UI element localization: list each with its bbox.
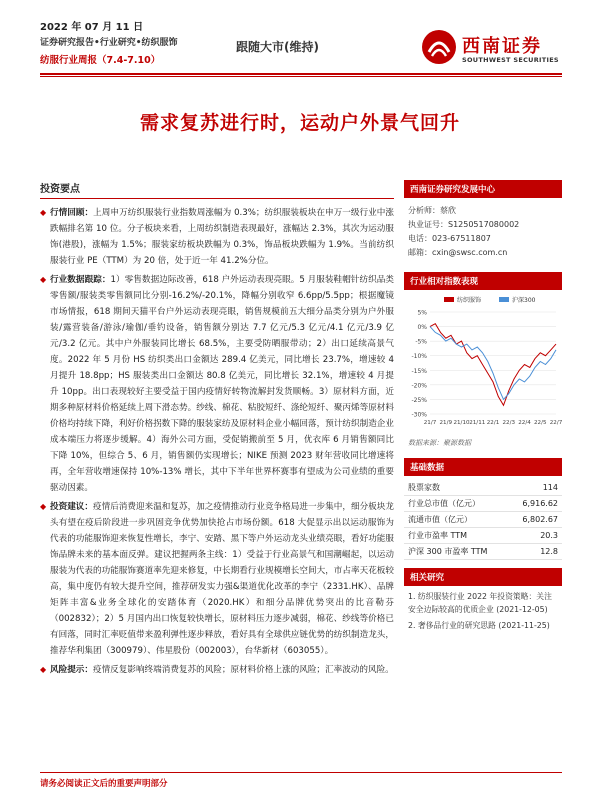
logo-emblem-icon <box>420 28 458 66</box>
bullet-text: 上周申万纺织服装行业指数周涨幅为 0.3%；纺织服装板块在申万一级行业中涨跌幅排名第 10 位。分子板块来看，上周纺织制造表现最好，涨幅达 2.3%，其次为运动服饰(港股)，涨幅为 1.5%；服装家纺板块跌幅为 0.3%，饰品板块跌幅为 1.9%。当前纺织服装行业 PE（TTM）为 20 倍，处于近一年 41.2%分位。 <box>50 208 394 266</box>
y-tick-label: -10% <box>411 353 427 361</box>
header-divider-thin <box>40 76 562 77</box>
related-box <box>404 568 562 639</box>
basic-data-table <box>404 480 562 560</box>
x-tick-label: 21/11 <box>469 420 486 426</box>
perf-chart-box <box>404 272 562 450</box>
logo-cn: 西南证券 <box>462 36 542 57</box>
table-row <box>404 544 562 560</box>
bullet-lead: 投资建议： <box>50 502 93 512</box>
row-label: 股票家数 <box>404 480 509 496</box>
legend-label: 纺织服饰 <box>457 297 482 304</box>
analyst-heading: 西南证券研究发展中心 <box>404 180 562 198</box>
y-tick-label: -20% <box>411 382 427 390</box>
perf-chart-svg <box>404 290 562 436</box>
legend-label: 沪深300 <box>512 297 536 304</box>
bullet-text: 疫情反复影响终端消费复苏的风险；原材料价格上涨的风险；汇率波动的风险。 <box>92 665 394 675</box>
row-value: 20.3 <box>509 528 562 544</box>
summary-bullet <box>40 205 394 269</box>
report-title: 需求复苏进行时，运动户外景气回升 <box>139 112 460 134</box>
basic-data-box <box>404 458 562 560</box>
summary-heading: 投资要点 <box>40 180 394 199</box>
x-tick-label: 22/5 <box>533 420 547 426</box>
perf-chart <box>404 290 562 436</box>
bullet-lead: 行情回顾： <box>50 208 94 218</box>
investment-summary <box>40 180 394 681</box>
report-series: 纺服行业周报（7.4-7.10） <box>40 55 161 66</box>
legend-swatch <box>444 297 454 302</box>
table-row <box>404 512 562 528</box>
related-item[interactable]: 2. 奢侈品行业的研究思路 (2021-11-25) <box>408 621 550 630</box>
bullet-icon: ◆ <box>40 208 47 217</box>
y-tick-label: -15% <box>411 367 427 375</box>
summary-bullet <box>40 662 394 678</box>
table-row <box>404 480 562 496</box>
related-item[interactable]: 1. 纺织服装行业 2022 年投资策略：关注安全边际较高的优质企业 (2021-12-05) <box>408 592 552 614</box>
x-tick-label: 21/9 <box>439 420 453 426</box>
report-type: 证券研究报告•行业研究•纺织服饰 <box>40 38 178 48</box>
bullet-lead: 行业数据跟踪： <box>50 275 111 285</box>
analyst-license: 执业证号：S1250517080002 <box>408 220 520 229</box>
y-tick-label: -5% <box>415 338 427 346</box>
x-tick-label: 22/1 <box>486 420 500 426</box>
y-tick-label: -30% <box>411 411 427 419</box>
summary-bullet <box>40 272 394 496</box>
x-tick-label: 22/3 <box>502 420 516 426</box>
bullet-lead: 风险提示： <box>50 665 93 675</box>
row-value: 114 <box>509 480 562 496</box>
analyst-name: 分析师：蔡欣 <box>408 206 456 215</box>
bullet-icon: ◆ <box>40 502 47 511</box>
sidebar <box>404 180 562 639</box>
summary-bullet <box>40 499 394 659</box>
row-label: 行业总市值（亿元） <box>404 496 509 512</box>
bullet-icon: ◆ <box>40 665 47 674</box>
x-tick-label: 21/7 <box>423 420 437 426</box>
basic-data-heading: 基础数据 <box>404 458 562 476</box>
logo-en: SOUTHWEST SECURITIES <box>462 56 559 64</box>
row-label: 行业市盈率 TTM <box>404 528 509 544</box>
bullet-text: 1）零售数据边际改善，618 户外运动表现亮眼。5 月服装鞋帽针纺织品类零售额/服装类零售额同比分别-16.2%/-20.1%，降幅分别收窄 6.6pp/5.5pp；根据魔镜市场情报，618 期间天猫平台户外运动表现亮眼，销售规模前五大细分品类分别为户外服装/露营装备/游泳/瑜伽/垂钓设备，销售额分别达 7.7 亿元/5.3 亿元/4.1 亿元/3.9 亿元/3.2 亿元。其中户外服装同比增长 68.5%，主要受防晒服带动；2）出口延续高景气度。2022 年 5 月份 HS 纺织类出口金额达 289.4 亿美元，同比增长 23.7%，增速较 4 月提升 18.8pp；HS 服装类出口金额达 80.8 亿美元，同比增长 32.1%，增速较 4 月提升 10pp。出口表现较好主要受益于国内疫情好转物流解封发货顺畅。3）原材料方面，近期多种原材料价格延续上周下滑态势。纱线、棉花、粘胶短纤、涤纶短纤、聚丙烯等原材料价格均持续下降，利好价格拐数下降的服装家纺及原材料企业小幅回落，预计纺织制造企业成本端压力将逐步缓解。4）海外公司方面，受促销搬前至 5 月，优衣库 6 月销售额同比下降 10%，但综合 5、6 月，销售额仍实现增长；NIKE 预测 2023 财年营收同比增速将再，全年营收增速保持 10%-13% 增长，其中下半年世界杯赛事有望成为公司业绩的重要驱动因素。 <box>50 275 394 493</box>
bullet-text: 疫情后消费迎来温和复苏，加之疫情推动行业竞争格局进一步集中，细分板块龙头有望在疫后阶段进一步巩固竞争优势加快抢占市场份额。618 大促显示出以运动服饰为代表的功能服饰迎来恢复性增长，李宁、安踏、黑下等户外运动龙头业绩亮眼，看好功能服饰品牌未来的基本面反弹。建议把握两条主线：1）受益于行业高景气和国潮崛起，以运动服装为代表的功能服饰赛道率先迎来修复，中长期看行业规模增长空间大，市占率天花板较高，集中度仍有较大提升空间，推荐研发实力强&渠道优化改革的李宁（2331.HK）、品牌矩阵丰富&业务全球化的安踏体育（2020.HK）和细分品牌优势突出的比音勒芬（002832）；2）5 月国内出口恢复较快增长，原材料压力逐步减弱，棉花、纱线等价格已有回落，同时汇率贬值带来盈利弹性逐步释放，看好具有全球供应链优势的纺织制造龙头，推荐华利集团（300979）、伟星股份（002003），台华新材（603055）。 <box>50 502 394 656</box>
analyst-email[interactable]: 邮箱：cxin@swsc.com.cn <box>408 248 508 257</box>
row-value: 6,802.67 <box>509 512 562 528</box>
footer-disclaimer: 请务必阅读正文后的重要声明部分 <box>40 772 562 789</box>
analyst-info <box>404 198 562 264</box>
chart-source: 数据来源：聚源数据 <box>408 439 471 447</box>
related-list <box>404 586 562 639</box>
row-label: 沪深 300 市盈率 TTM <box>404 544 509 560</box>
row-value: 6,916.62 <box>509 496 562 512</box>
company-logo <box>420 28 560 72</box>
related-heading: 相关研究 <box>404 568 562 586</box>
y-tick-label: 0% <box>417 324 427 332</box>
y-tick-label: 5% <box>417 309 427 317</box>
perf-chart-heading: 行业相对指数表现 <box>404 272 562 290</box>
report-date: 2022 年 07 月 11 日 <box>40 22 144 33</box>
table-row <box>404 496 562 512</box>
legend-swatch <box>499 297 509 302</box>
industry-rating: 跟随大市(维持) <box>236 40 319 54</box>
x-tick-label: 22/7 <box>549 420 562 426</box>
x-tick-label: 21/10 <box>453 420 470 426</box>
table-row <box>404 528 562 544</box>
bullet-icon: ◆ <box>40 275 47 284</box>
analyst-phone: 电话：023-67511807 <box>408 234 491 243</box>
header-divider <box>40 73 562 75</box>
row-value: 12.8 <box>509 544 562 560</box>
series-line <box>430 327 556 400</box>
x-tick-label: 22/4 <box>518 420 531 426</box>
y-tick-label: -25% <box>411 396 427 404</box>
row-label: 流通市值（亿元） <box>404 512 509 528</box>
